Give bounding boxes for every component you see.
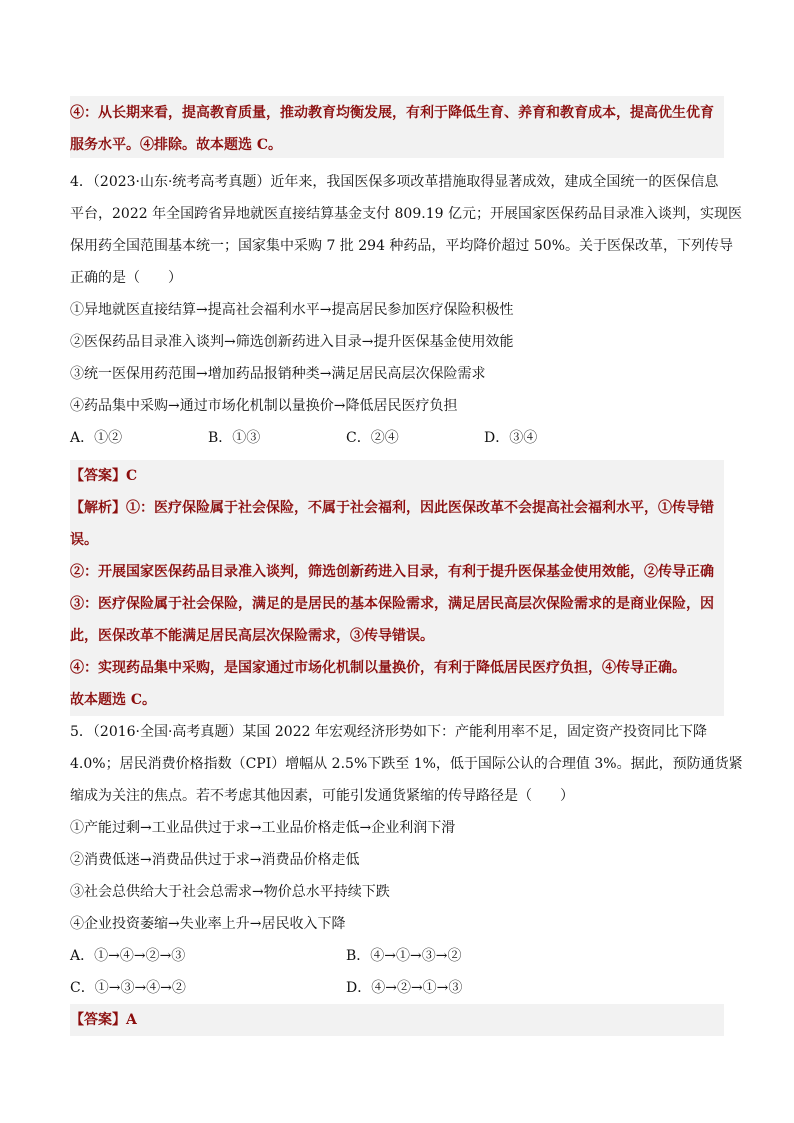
q4-option-c: C．②④	[346, 430, 399, 446]
q5-option-d: D．④→②→①→③	[346, 980, 463, 996]
q4-analysis-line-1	[70, 492, 724, 524]
q4-stem-line-2: 平台，2022 年全国跨省异地就医直接结算基金支付 809.19 亿元；开展国家医保药品目录准入谈判，实现医	[70, 206, 742, 222]
q4-stem-line-3: 保用药全国范围基本统一；国家集中采购 7 批 294 种药品，平均降价超过 50%。关于医保改革，下列传导	[70, 238, 733, 254]
q4-analysis-line-2: 误。	[70, 532, 98, 548]
q4-option-a: A．①②	[70, 430, 123, 446]
q5-item-3: ③社会总供给大于社会总需求→物价总水平持续下跌	[70, 884, 390, 900]
q5-option-c: C．①→③→④→②	[70, 980, 186, 996]
q5-options-row-2	[70, 972, 724, 1004]
q4-analysis-line-7: 故本题选 C。	[70, 692, 157, 708]
q4-answer-label: 【答案】	[70, 468, 126, 484]
q5-stem-line-2: 4.0%；居民消费价格指数（CPI）增幅从 2.5%下跌至 1%，低于国际公认的合理值 3%。据此，预防通货紧	[70, 756, 743, 772]
q4-analysis-line-6: ④：实现药品集中采购，是国家通过市场化机制以量换价，有利于降低居民医疗负担，④传导正确。	[70, 660, 686, 676]
q5-answer-line	[70, 1004, 724, 1036]
question-4	[70, 172, 742, 716]
q4-answer-line	[70, 460, 724, 492]
q5-answer-block	[70, 1004, 724, 1036]
q4-analysis-line-5: 此，医保改革不能满足居民高层次保险需求，③传导错误。	[70, 628, 434, 644]
q4-analysis-label: 【解析】	[70, 500, 126, 516]
q4-answer-block	[70, 460, 724, 716]
q5-answer-value: A	[126, 1012, 137, 1028]
previous-answer-block	[70, 96, 724, 158]
q5-item-2: ②消费低迷→消费品供过于求→消费品价格走低	[70, 852, 360, 868]
q5-answer-label: 【答案】	[70, 1012, 126, 1028]
q4-answer-value: C	[126, 468, 138, 484]
document-page	[70, 96, 743, 1036]
q4-stem-line-1: 4．（2023·山东·统考高考真题）近年来，我国医保多项改革措施取得显著成效，建成全国统一的医保信息	[70, 174, 719, 190]
prev-answer-line-1: ④：从长期来看，提高教育质量，推动教育均衡发展，有利于降低生育、养育和教育成本，提高优生优育	[70, 105, 714, 121]
q5-option-b: B．④→①→③→②	[346, 948, 462, 964]
q4-options	[70, 428, 724, 460]
q4-item-4: ④药品集中采购→通过市场化机制以量换价→降低居民医疗负担	[70, 398, 458, 414]
q4-option-d: D．③④	[484, 430, 538, 446]
q5-stem-line-3: 缩成为关注的焦点。若不考虑其他因素，可能引发通货紧缩的传导路径是（ ）	[70, 788, 574, 804]
q5-stem-line-1: 5．（2016·全国·高考真题）某国 2022 年宏观经济形势如下：产能利用率不足，固定资产投资同比下降	[70, 724, 707, 740]
q4-analysis-line-4: ③：医疗保险属于社会保险，满足的是居民的基本保险需求，满足居民高层次保险需求的是商业保险，因	[70, 596, 714, 612]
q4-item-2: ②医保药品目录准入谈判→筛选创新药进入目录→提升医保基金使用效能	[70, 334, 514, 350]
q5-item-4: ④企业投资萎缩→失业率上升→居民收入下降	[70, 916, 346, 932]
q4-stem-line-4: 正确的是（ ）	[70, 270, 182, 286]
q5-options-row-1	[70, 940, 724, 972]
q4-analysis-text-1: ①：医疗保险属于社会保险，不属于社会福利，因此医保改革不会提高社会福利水平，①传导错	[126, 500, 714, 516]
q5-item-1: ①产能过剩→工业品供过于求→工业品价格走低→企业利润下滑	[70, 820, 456, 836]
q4-item-3: ③统一医保用药范围→增加药品报销种类→满足居民高层次保险需求	[70, 366, 486, 382]
q4-analysis-line-3: ②：开展国家医保药品目录准入谈判，筛选创新药进入目录，有利于提升医保基金使用效能，②传导正确	[70, 564, 714, 580]
q4-item-1: ①异地就医直接结算→提高社会福利水平→提高居民参加医疗保险积极性	[70, 302, 514, 318]
prev-answer-line-2: 服务水平。④排除。故本题选 C。	[70, 137, 283, 153]
question-5	[70, 716, 743, 1036]
q5-option-a: A．①→④→②→③	[70, 948, 186, 964]
q4-option-b: B．①③	[208, 430, 261, 446]
